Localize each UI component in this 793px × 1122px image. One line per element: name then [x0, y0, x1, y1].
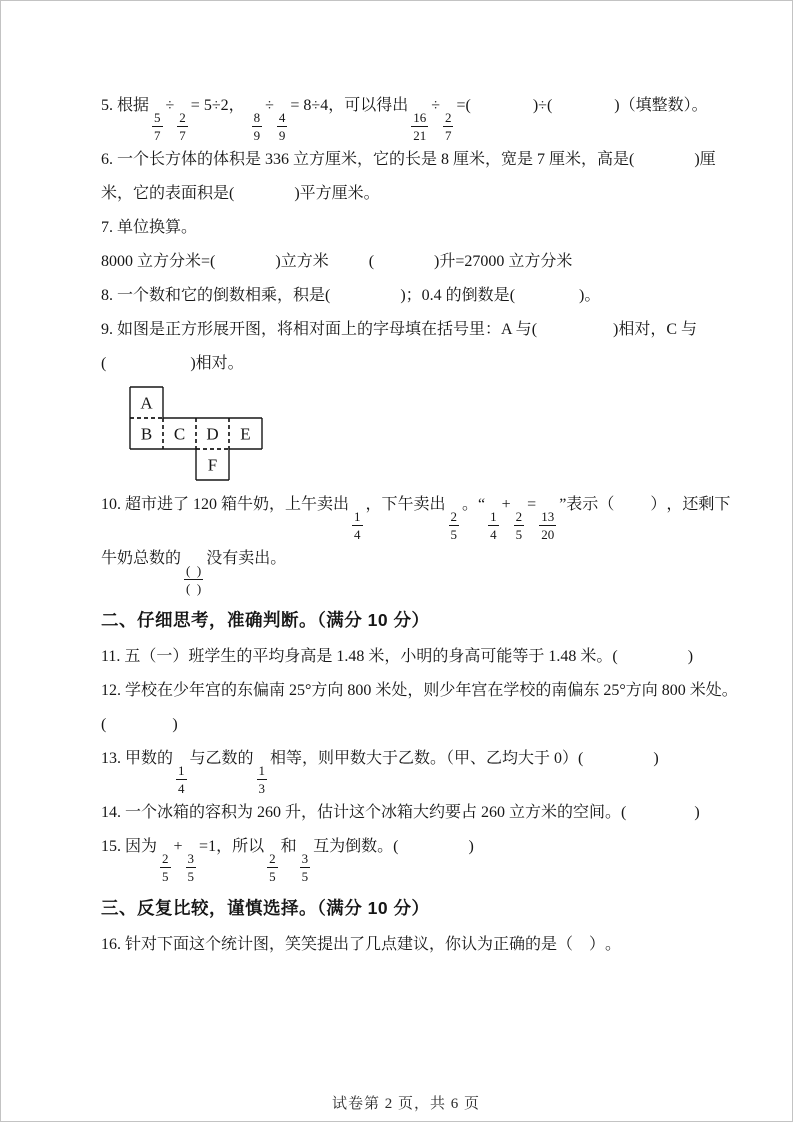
answer-blank — [101, 347, 196, 381]
answer-blank — [510, 279, 585, 313]
blank-close-paren: ) — [694, 804, 700, 821]
answer-blank — [466, 89, 539, 123]
text-run: = 8÷4，可以得出 — [290, 97, 409, 114]
question-9-line-1 — [101, 313, 706, 347]
answer-blank — [598, 488, 666, 522]
fraction — [300, 851, 311, 884]
text-run: = 5÷2， — [190, 97, 249, 114]
blank-open-paren: ( — [393, 838, 399, 855]
blank-close-paren: ) — [613, 321, 619, 338]
fraction — [352, 509, 363, 542]
blank-close-paren: ) — [172, 716, 178, 733]
fraction-numerator: 4 — [278, 110, 286, 125]
blank-open-paren: （ — [598, 496, 615, 513]
text-run: ÷ — [431, 97, 440, 114]
text-run: 。“ — [462, 496, 486, 513]
text-run: 7. 单位换算。 — [101, 219, 198, 236]
fraction-denominator: 5 — [301, 869, 309, 884]
answer-blank — [629, 143, 700, 177]
fraction — [443, 110, 454, 143]
question-6-line-2 — [101, 177, 706, 211]
fraction — [177, 110, 188, 143]
question-lines — [101, 89, 738, 962]
text-run: ；0.4 的倒数是 — [405, 287, 510, 304]
fraction-denominator: 7 — [154, 128, 161, 143]
text-run: = — [456, 97, 466, 114]
question-15 — [101, 830, 706, 884]
blank-close-paren: ) — [687, 648, 694, 665]
fraction — [152, 110, 163, 143]
fraction-numerator: 1 — [258, 763, 266, 778]
fraction — [184, 563, 203, 596]
fraction-numerator: 1 — [354, 509, 361, 524]
fraction-denominator: 7 — [179, 128, 186, 143]
fraction — [252, 110, 263, 143]
question-5 — [101, 89, 706, 143]
text-run: 13. 甲数的 — [101, 750, 174, 767]
fraction — [488, 509, 499, 542]
text-run: （填整数）。 — [619, 97, 708, 114]
fraction-numerator: 3 — [187, 851, 195, 866]
section-3-header — [101, 888, 706, 928]
fraction-numerator: 5 — [154, 110, 161, 125]
net-cell-label: C — [173, 424, 186, 444]
text-run: ÷ — [165, 97, 175, 114]
text-run: 14. 一个冰箱的容积为 260 升，估计这个冰箱大约要占 260 立方米的空间。 — [101, 804, 622, 821]
blank-open-paren: ( — [101, 716, 107, 733]
fraction-numerator: 13 — [541, 509, 555, 524]
fraction-numerator: 2 — [515, 509, 523, 524]
page-number-text: 试卷第 2 页，共 6 页 — [331, 1096, 480, 1112]
answer-blank — [229, 177, 300, 211]
fraction-denominator: 5 — [515, 527, 523, 542]
text-run: 8. 一个数和它的倒数相乘，积是 — [101, 287, 326, 304]
fraction — [186, 851, 197, 884]
text-run: 12. 学校在少年宫的东偏南 25°方向 800 米处，则少年宫在学校的南偏东 25°方向 800 米处。 — [101, 682, 738, 699]
blank-open-paren: ( — [546, 97, 553, 114]
answer-blank — [557, 928, 605, 962]
text-run: 。 — [605, 936, 622, 953]
blank-open-paren: ( — [229, 185, 235, 202]
blank-close-paren: ) — [579, 287, 585, 304]
question-9-line-2 — [101, 347, 706, 381]
fraction-numerator: 2 — [162, 851, 169, 866]
text-run: 相对。 — [195, 355, 244, 372]
question-10-line-2 — [101, 542, 706, 596]
question-8 — [101, 279, 706, 313]
question-7 — [101, 211, 706, 245]
text-run: 立方米 — [280, 253, 329, 270]
answer-blank — [532, 313, 619, 347]
fraction-numerator: 2 — [450, 509, 458, 524]
text-run: ÷ — [538, 97, 547, 114]
text-run: 没有卖出。 — [206, 550, 287, 567]
blank-open-paren: ( — [578, 750, 584, 767]
blank-close-paren: ) — [434, 253, 440, 270]
fraction — [267, 851, 278, 884]
question-11 — [101, 640, 706, 674]
blank-close-paren: ) — [694, 151, 700, 168]
cube-net-figure — [128, 385, 706, 484]
fraction-numerator: 1 — [490, 509, 497, 524]
blank-close-paren: ) — [190, 355, 196, 372]
fraction-denominator: 4 — [354, 527, 361, 542]
fraction-numerator: 2 — [444, 110, 452, 125]
fraction-denominator: 5 — [269, 869, 276, 884]
fraction-denominator: 4 — [178, 781, 185, 796]
net-cell-label: E — [240, 424, 251, 444]
text-run: 8000 立方分米= — [101, 253, 211, 270]
text-run: ，还剩下 — [666, 496, 731, 513]
cube-net-svg — [128, 385, 264, 482]
section-2-header — [101, 600, 706, 640]
question-16 — [101, 928, 706, 962]
answer-blank — [578, 742, 659, 776]
answer-blank — [325, 279, 406, 313]
text-run: + — [501, 496, 511, 513]
text-run: 和 — [280, 838, 297, 855]
fraction — [277, 110, 288, 143]
fraction-numerator: 1 — [178, 763, 185, 778]
net-cell-label: B — [140, 424, 153, 444]
question-10-line-1 — [101, 488, 731, 542]
question-13 — [101, 742, 706, 796]
fraction-denominator: 7 — [444, 128, 452, 143]
answer-blank — [621, 796, 700, 830]
text-run: = — [527, 496, 537, 513]
blank-open-paren: ( — [531, 321, 538, 338]
fraction-denominator: 4 — [490, 527, 497, 542]
blank-close-paren: ) — [294, 185, 300, 202]
fraction-numerator: ( ) — [186, 563, 202, 578]
fraction — [160, 851, 171, 884]
answer-blank — [547, 89, 620, 123]
fraction-numerator: 2 — [179, 110, 186, 125]
question-12 — [101, 674, 738, 708]
fraction-denominator: 5 — [187, 869, 195, 884]
text-run: 与乙数的 — [189, 750, 254, 767]
text-run: ，下午卖出 — [365, 496, 446, 513]
text-run: 三、反复比较，谨慎选择。（满分 10 分） — [101, 898, 430, 918]
answer-blank — [393, 830, 474, 864]
question-7-conversion-line — [101, 245, 706, 279]
blank-close-paren: ） — [650, 496, 667, 513]
text-run: 15. 因为 — [101, 838, 158, 855]
net-cell-label: F — [207, 455, 218, 475]
question-14 — [101, 796, 706, 830]
text-run: 二、仔细思考，准确判断。（满分 10 分） — [101, 610, 430, 630]
blank-open-paren: ( — [465, 97, 471, 114]
text-run: + — [173, 838, 183, 855]
net-cell-label: A — [140, 393, 153, 413]
fraction — [176, 763, 187, 796]
fraction — [411, 110, 428, 143]
fraction-denominator: 5 — [450, 527, 458, 542]
fraction-numerator: 3 — [301, 851, 309, 866]
fraction-denominator: 3 — [258, 781, 266, 796]
fraction — [449, 509, 460, 542]
text-run: ÷ — [265, 97, 274, 114]
blank-open-paren: ( — [509, 287, 516, 304]
net-cell-label: D — [206, 424, 219, 444]
blank-open-paren: ( — [368, 253, 375, 270]
blank-open-paren: ( — [325, 287, 331, 304]
answer-blank — [369, 245, 440, 279]
blank-close-paren: ) — [653, 750, 659, 767]
answer-blank — [101, 708, 178, 742]
text-run: 16. 针对下面这个统计图，笑笑提出了几点建议，你认为正确的是 — [101, 936, 558, 953]
text-run: 相对，C 与 — [618, 321, 698, 338]
question-12-answer-line — [101, 708, 706, 742]
text-run: ”表示 — [559, 496, 599, 513]
fraction-denominator: 5 — [162, 869, 169, 884]
fraction — [539, 509, 556, 542]
text-run: 米，它的表面积是 — [101, 185, 230, 202]
blank-close-paren: ) — [614, 97, 620, 114]
blank-open-paren: ( — [621, 804, 627, 821]
text-run: 9. 如图是正方形展开图，将相对面上的字母填在括号里：A 与 — [101, 321, 532, 338]
fraction-denominator: 9 — [253, 128, 261, 143]
text-run: 互为倒数。 — [313, 838, 394, 855]
fraction — [257, 763, 268, 796]
fraction-denominator: 20 — [541, 527, 555, 542]
blank-close-paren: ) — [400, 287, 406, 304]
blank-close-paren: ) — [468, 838, 474, 855]
fraction-numerator: 2 — [269, 851, 276, 866]
blank-open-paren: ( — [612, 648, 618, 665]
fraction-denominator: 9 — [278, 128, 286, 143]
blank-close-paren: ) — [532, 97, 539, 114]
text-run: 。 — [584, 287, 601, 304]
text-run: 10. 超市进了 120 箱牛奶，上午卖出 — [101, 496, 350, 513]
text-run: 6. 一个长方体的体积是 336 立方厘米，它的长是 8 厘米，宽是 7 厘米，高是 — [101, 151, 630, 168]
text-run: 平方厘米。 — [299, 185, 380, 202]
fraction — [514, 509, 525, 542]
blank-open-paren: （ — [557, 936, 574, 953]
blank-close-paren: ) — [275, 253, 281, 270]
text-run: 厘 — [699, 151, 716, 168]
question-6-line-1 — [101, 143, 716, 177]
blank-open-paren: ( — [210, 253, 216, 270]
answer-blank — [210, 245, 281, 279]
blank-open-paren: ( — [101, 355, 107, 372]
fraction-denominator: ( ) — [186, 581, 202, 596]
text-run: =1，所以 — [199, 838, 265, 855]
page-footer — [1, 1059, 792, 1122]
fraction-numerator: 16 — [413, 110, 427, 125]
text-run: 11. 五（一）班学生的平均身高是 1.48 米，小明的身高可能等于 1.48 米。 — [101, 648, 613, 665]
blank-close-paren: ） — [589, 936, 606, 953]
text-run: 牛奶总数的 — [101, 550, 182, 567]
text-run: 相等，则甲数大于乙数。（甲、乙均大于 0） — [270, 750, 579, 767]
text-run: 5. 根据 — [101, 97, 150, 114]
fraction-numerator: 8 — [253, 110, 261, 125]
blank-open-paren: ( — [629, 151, 635, 168]
fraction-denominator: 21 — [413, 128, 427, 143]
answer-blank — [612, 640, 693, 674]
text-run: 升=27000 立方分米 — [439, 253, 573, 270]
